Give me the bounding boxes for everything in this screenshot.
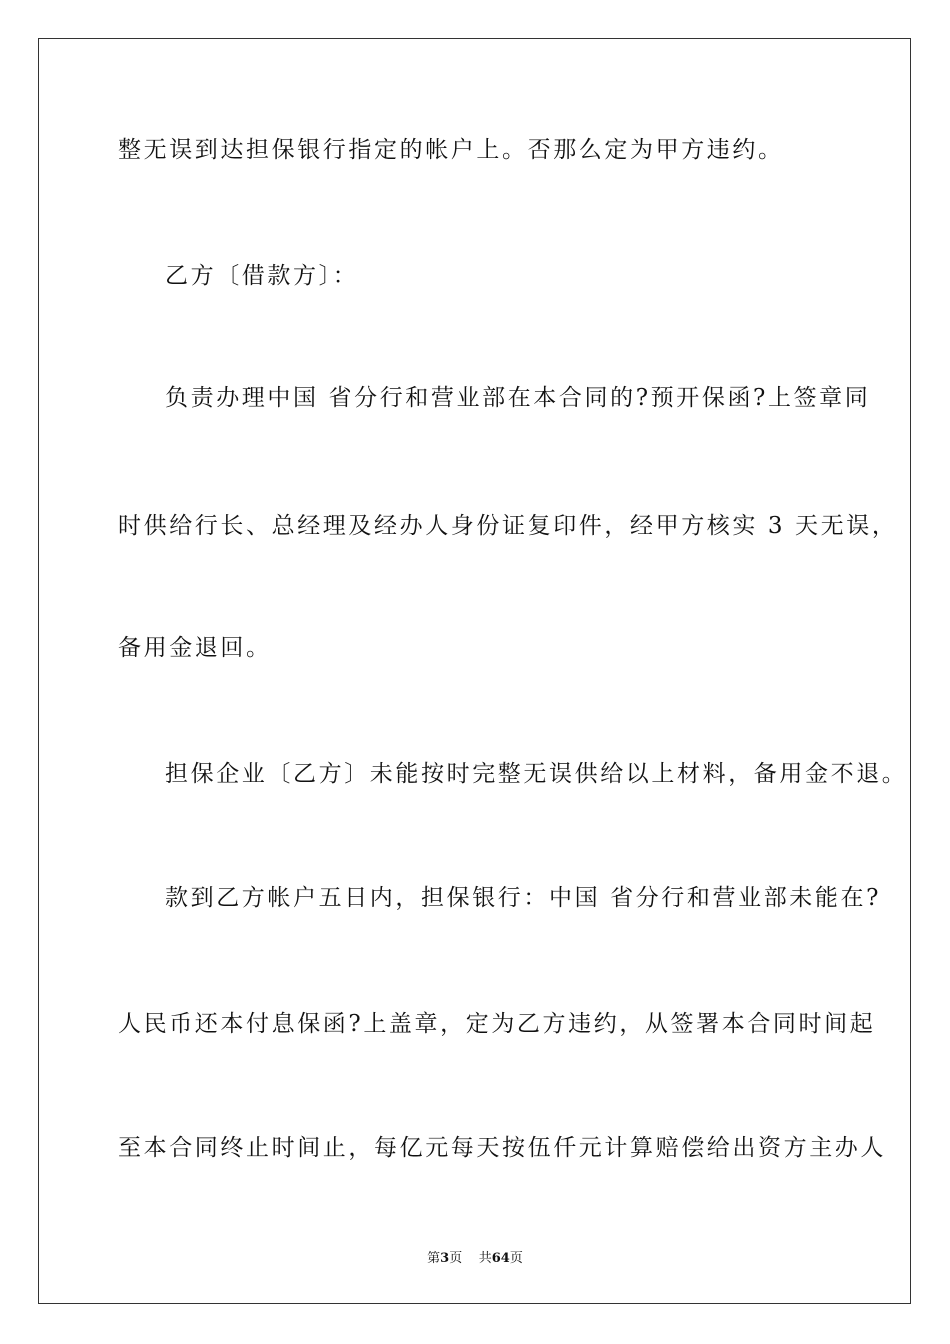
text-line-4: 时供给行长、总经理及经办人身份证复印件，经甲方核实 3 天无误， bbox=[118, 513, 898, 539]
text-line-7: 款到乙方帐户五日内，担保银行：中国 省分行和营业部未能在? bbox=[165, 885, 882, 911]
text-line-5: 备用金退回。 bbox=[118, 635, 272, 661]
text-line-8: 人民币还本付息保函?上盖章，定为乙方违约，从签署本合同时间起 bbox=[118, 1011, 876, 1037]
footer-page-unit: 页 bbox=[449, 1251, 463, 1266]
page-footer bbox=[0, 1247, 950, 1266]
page-frame bbox=[38, 38, 911, 1304]
footer-total-prefix: 共 bbox=[478, 1251, 492, 1266]
footer-page-prefix: 第 bbox=[427, 1251, 441, 1266]
footer-total-pages: 64 bbox=[491, 1251, 510, 1266]
text-line-2: 乙方〔借款方〕： bbox=[165, 263, 359, 289]
text-line-1: 整无误到达担保银行指定的帐户上。否那么定为甲方违约。 bbox=[118, 137, 784, 163]
footer-page-number: 3 bbox=[440, 1251, 450, 1266]
text-line-3: 负责办理中国 省分行和营业部在本合同的?预开保函?上签章同 bbox=[165, 385, 871, 411]
text-line-6: 担保企业〔乙方〕未能按时完整无误供给以上材料，备用金不退。 bbox=[165, 761, 908, 787]
text-line-9: 至本合同终止时间止，每亿元每天按伍仟元计算赔偿给出资方主办人 bbox=[118, 1135, 886, 1161]
footer-total-unit: 页 bbox=[509, 1251, 523, 1266]
